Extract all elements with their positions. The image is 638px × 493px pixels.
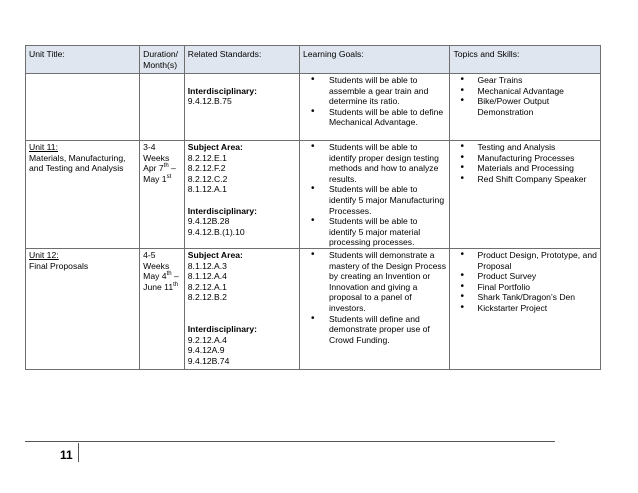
goal-item: • Students will be able to identify proper design testing methods and how to analyze results. bbox=[303, 142, 446, 184]
cell-standards bbox=[184, 141, 299, 249]
unit-subtitle: and Testing and Analysis bbox=[29, 163, 124, 174]
interdisciplinary-label: Interdisciplinary: bbox=[187, 205, 258, 216]
header-topics-skills: Topics and Skills: bbox=[450, 46, 601, 74]
cell-duration: 4-5 Weeks May 4th – June 11th bbox=[140, 248, 185, 369]
unit-subtitle: Final Proposals bbox=[29, 260, 89, 271]
standard-code: 9.2.12.A.4 bbox=[187, 334, 227, 345]
unit-title: Unit 11: bbox=[29, 142, 58, 152]
standard-code: 8.1.12.A.1 bbox=[187, 184, 227, 195]
topic-item: • Testing and Analysis bbox=[453, 142, 597, 153]
standard-code: 8.2.12.E.1 bbox=[187, 152, 227, 163]
table-row bbox=[26, 141, 601, 249]
standard-code: 8.2.12.B.2 bbox=[187, 292, 227, 303]
standard-code: 9.4.12A.9 bbox=[187, 345, 225, 356]
duration-weeks: 4-5 Weeks bbox=[143, 249, 170, 271]
standard-code: 8.1.12.A.4 bbox=[187, 271, 227, 282]
standard-code: 8.2.12.F.2 bbox=[187, 163, 226, 174]
table-row bbox=[26, 248, 601, 369]
topic-item: • Final Portfolio bbox=[453, 282, 597, 293]
goal-item: • Students will be able to define Mechanical Advantage. bbox=[303, 107, 446, 128]
table-row bbox=[26, 74, 601, 141]
standard-code: 9.4.12.B.75 bbox=[187, 96, 232, 107]
goal-item: • Students will be able to assemble a gear train and determine its ratio. bbox=[303, 75, 446, 107]
topic-item: • Mechanical Advantage bbox=[453, 86, 597, 97]
topic-item: • Product Survey bbox=[453, 271, 597, 282]
topic-item: • Kickstarter Project bbox=[453, 303, 597, 314]
duration-start-suffix: th bbox=[163, 163, 169, 170]
topic-item: • Bike/Power Output Demonstration bbox=[453, 96, 597, 117]
goal-item: • Students will demonstrate a mastery of the Design Process by creating an Invention or Innovation and giving a proposal to a panel of investors. bbox=[303, 250, 446, 314]
footer-divider bbox=[25, 441, 555, 442]
duration-start-suffix: th bbox=[166, 271, 172, 278]
subject-area-label: Subject Area: bbox=[187, 249, 243, 260]
duration-start: May 4 bbox=[143, 271, 167, 282]
cell-topics bbox=[450, 141, 601, 249]
standard-code: 9.4.12B.74 bbox=[187, 355, 230, 366]
duration-end: May 1 bbox=[143, 173, 167, 184]
goal-item: • Students will be able to identify 5 major material processing processes. bbox=[303, 216, 446, 248]
curriculum-table bbox=[25, 45, 601, 370]
subject-area-label: Subject Area: bbox=[187, 142, 243, 152]
duration-start: Apr 7 bbox=[143, 163, 164, 174]
cell-learning-goals bbox=[299, 248, 449, 369]
cell-unit-title bbox=[26, 248, 140, 369]
standard-code: 8.2.12.A.1 bbox=[187, 281, 227, 292]
cell-topics bbox=[450, 248, 601, 369]
cell-topics bbox=[450, 74, 601, 141]
cell-learning-goals bbox=[299, 74, 449, 141]
cell-standards bbox=[184, 74, 299, 141]
page-number: 11 bbox=[60, 448, 73, 462]
cell-unit-title bbox=[26, 74, 140, 141]
cell-learning-goals bbox=[299, 141, 449, 249]
duration-end: June 11 bbox=[143, 281, 174, 292]
footer-vertical-bar bbox=[78, 443, 79, 462]
unit-title: Unit 12: bbox=[29, 249, 59, 260]
duration-end-suffix: th bbox=[173, 281, 179, 288]
standards-label: Interdisciplinary: bbox=[187, 85, 258, 96]
header-duration: Duration/ Month(s) bbox=[140, 46, 185, 74]
goal-item: • Students will define and demonstrate proper use of Crowd Funding. bbox=[303, 314, 446, 346]
unit-subtitle: Materials, Manufacturing, bbox=[29, 152, 126, 163]
standard-code: 9.4.12.B.(1).10 bbox=[187, 226, 245, 237]
standard-code: 8.2.12.C.2 bbox=[187, 173, 228, 184]
topic-item: • Gear Trains bbox=[453, 75, 597, 86]
duration-weeks: 3-4 Weeks bbox=[143, 142, 170, 163]
topic-item: • Red Shift Company Speaker bbox=[453, 174, 597, 185]
cell-unit-title bbox=[26, 141, 140, 249]
topic-item: • Manufacturing Processes bbox=[453, 153, 597, 164]
standard-code: 9.4.12B.28 bbox=[187, 216, 230, 227]
standard-code: 8.1.12.A.3 bbox=[187, 260, 227, 271]
goal-item: • Students will be able to identify 5 major Manufacturing Processes. bbox=[303, 184, 446, 216]
cell-standards bbox=[184, 248, 299, 369]
duration-end-suffix: st bbox=[166, 173, 172, 180]
topic-item: • Shark Tank/Dragon’s Den bbox=[453, 292, 597, 303]
header-unit-title: Unit Title: bbox=[26, 46, 140, 74]
header-standards: Related Standards: bbox=[184, 46, 299, 74]
table-header-row bbox=[26, 46, 601, 74]
cell-duration: 3-4 Weeks Apr 7th – May 1st bbox=[140, 141, 185, 249]
interdisciplinary-label: Interdisciplinary: bbox=[187, 323, 258, 334]
topic-item: • Materials and Processing bbox=[453, 163, 597, 174]
header-learning-goals: Learning Goals: bbox=[299, 46, 449, 74]
topic-item: • Product Design, Prototype, and Proposal bbox=[453, 250, 597, 271]
cell-duration bbox=[140, 74, 185, 141]
